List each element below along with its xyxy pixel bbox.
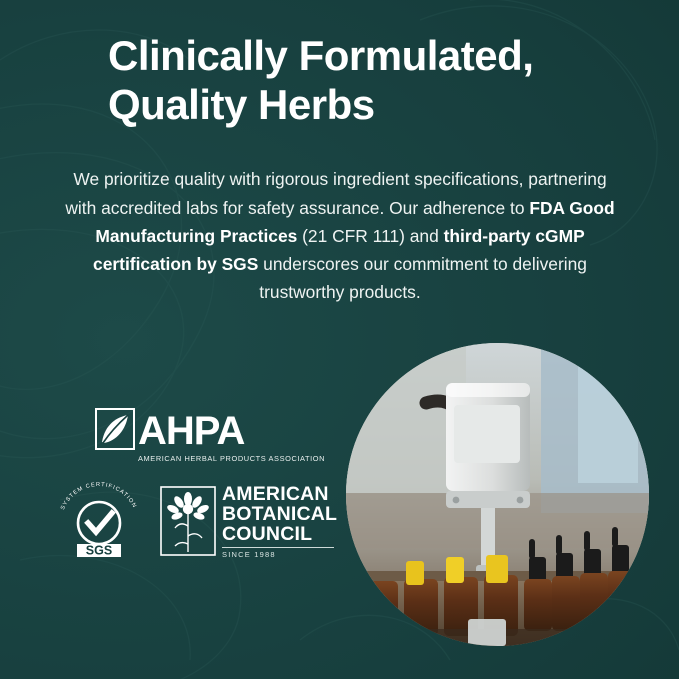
abc-divider <box>222 547 334 548</box>
headline-line-2: Quality Herbs <box>108 80 375 128</box>
product-photo <box>346 343 649 646</box>
svg-text:SGS: SGS <box>85 543 113 558</box>
ahpa-logo <box>95 408 326 463</box>
body-text-part-2: (21 CFR 111) and <box>297 225 444 246</box>
abc-since: SINCE 1988 <box>222 549 276 559</box>
echinacea-flower-icon <box>160 486 216 556</box>
sgs-certification-logo <box>47 482 151 558</box>
dropper-bottle-filling-machine-photo <box>346 343 649 646</box>
abc-line-1: AMERICAN <box>222 482 329 505</box>
body-text-bold-1: FDA Good Manufacturing Practices <box>95 197 615 246</box>
svg-text:SYSTEM CERTIFICATION: SYSTEM CERTIFICATION <box>59 482 138 511</box>
ahpa-wordmark: AHPA <box>138 409 245 453</box>
american-botanical-council-logo <box>160 482 338 559</box>
abc-line-2: BOTANICAL <box>222 502 338 525</box>
headline-line-1: Clinically Formulated, <box>108 32 534 79</box>
body-paragraph <box>62 165 618 306</box>
page-title <box>108 32 628 129</box>
ahpa-subtitle: AMERICAN HERBAL PRODUCTS ASSOCIATION <box>138 454 326 463</box>
body-text-part-1: We prioritize quality with rigorous ingredient specifications, partnering with accredited labs for safety assurance. Our adherence to <box>65 169 607 218</box>
body-text-bold-2: third-party cGMP certification by SGS <box>93 225 585 274</box>
leaf-icon <box>95 408 135 450</box>
body-text-part-3: underscores our commitment to delivering trustworthy products. <box>258 253 587 303</box>
abc-line-3: COUNCIL <box>222 523 313 546</box>
